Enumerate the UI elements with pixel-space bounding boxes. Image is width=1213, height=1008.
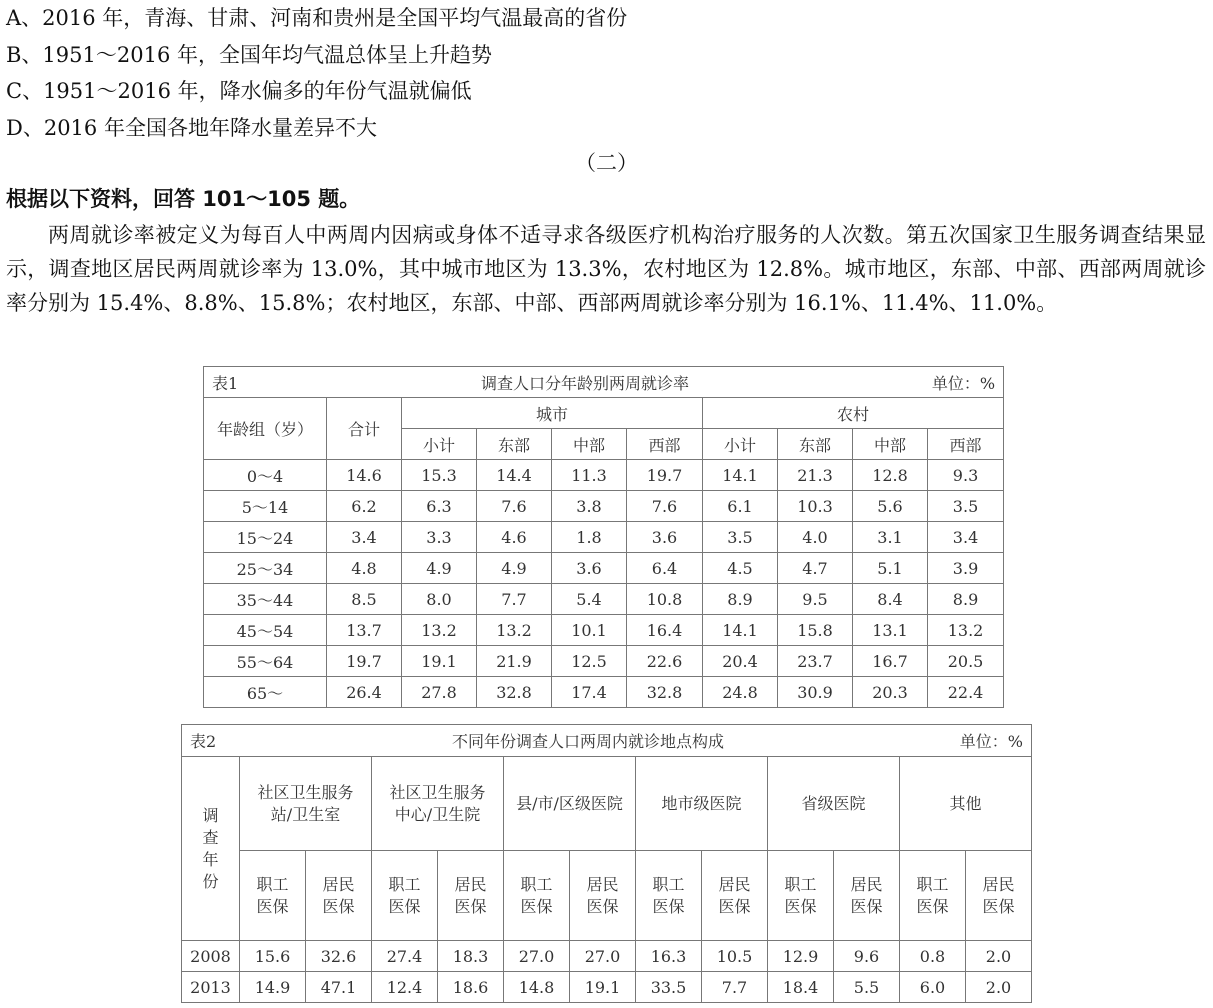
rate-cell: 13.2: [402, 615, 477, 646]
share-cell: 5.5: [834, 972, 900, 1003]
rate-cell: 9.3: [928, 460, 1004, 491]
share-cell: 2.0: [966, 941, 1032, 972]
share-cell: 19.1: [570, 972, 636, 1003]
rate-cell: 9.5: [778, 584, 853, 615]
rate-cell: 32.8: [627, 677, 703, 708]
share-cell: 2.0: [966, 972, 1032, 1003]
header-sub: 中部: [552, 429, 627, 460]
rate-cell: 3.5: [703, 522, 778, 553]
table-row: [204, 584, 1004, 615]
share-cell: 27.4: [372, 941, 438, 972]
rate-cell: 4.7: [778, 553, 853, 584]
rate-cell: 5.1: [853, 553, 928, 584]
header-insurance-type: 职工医保: [372, 851, 438, 941]
rate-cell: 22.4: [928, 677, 1004, 708]
share-cell: 12.4: [372, 972, 438, 1003]
rate-cell: 19.7: [627, 460, 703, 491]
rate-cell: 8.9: [928, 584, 1004, 615]
rate-cell: 6.4: [627, 553, 703, 584]
share-cell: 0.8: [900, 941, 966, 972]
passage-paragraph: 两周就诊率被定义为每百人中两周内因病或身体不适寻求各级医疗机构治疗服务的人次数。第五次国家卫生服务调查结果显示，调查地区居民两周就诊率为 13.0%，其中城市地区为 13.3%，农村地区为 12.8%。城市地区，东部、中部、西部两周就诊率分别为 15.4%、8.8%、15.8%；农村地区，东部、中部、西部两周就诊率分别为 16.1%、11.4%、11.0%。: [6, 223, 1206, 315]
rate-cell: 13.1: [853, 615, 928, 646]
rate-cell: 15.3: [402, 460, 477, 491]
header-total: 合计: [327, 398, 402, 460]
header-location-group: 地市级医院: [636, 757, 768, 851]
rate-cell: 5.6: [853, 491, 928, 522]
rate-cell: 4.8: [327, 553, 402, 584]
rate-cell: 7.6: [477, 491, 552, 522]
table-row: [182, 972, 1032, 1003]
rate-cell: 8.9: [703, 584, 778, 615]
header-sub: 东部: [778, 429, 853, 460]
age-group-cell: 25～34: [204, 553, 327, 584]
share-cell: 14.8: [504, 972, 570, 1003]
header-location-group: 社区卫生服务中心/卫生院: [372, 757, 504, 851]
table2-title: 不同年份调查人口两周内就诊地点构成: [451, 732, 724, 751]
year-cell: 2008: [182, 941, 240, 972]
rate-cell: 20.4: [703, 646, 778, 677]
rate-cell: 4.0: [778, 522, 853, 553]
header-location-group: 社区卫生服务站/卫生室: [240, 757, 372, 851]
rate-cell: 4.9: [477, 553, 552, 584]
table-row: [204, 522, 1004, 553]
rate-cell: 17.4: [552, 677, 627, 708]
header-location-group: 省级医院: [768, 757, 900, 851]
age-group-cell: 15～24: [204, 522, 327, 553]
table-row: [204, 460, 1004, 491]
rate-cell: 3.1: [853, 522, 928, 553]
table-row: [182, 941, 1032, 972]
rate-cell: 19.1: [402, 646, 477, 677]
share-cell: 47.1: [306, 972, 372, 1003]
rate-cell: 13.2: [928, 615, 1004, 646]
rate-cell: 13.2: [477, 615, 552, 646]
share-cell: 6.0: [900, 972, 966, 1003]
age-group-cell: 55～64: [204, 646, 327, 677]
share-cell: 15.6: [240, 941, 306, 972]
header-insurance-type: 职工医保: [240, 851, 306, 941]
share-cell: 7.7: [702, 972, 768, 1003]
age-group-cell: 0～4: [204, 460, 327, 491]
rate-cell: 15.8: [778, 615, 853, 646]
rate-cell: 7.6: [627, 491, 703, 522]
rate-cell: 11.3: [552, 460, 627, 491]
share-cell: 32.6: [306, 941, 372, 972]
table-row: [204, 553, 1004, 584]
header-insurance-type: 职工医保: [900, 851, 966, 941]
rate-cell: 7.7: [477, 584, 552, 615]
table1-caption-cell: [204, 367, 1004, 398]
header-sub: 东部: [477, 429, 552, 460]
header-insurance-type: 居民医保: [834, 851, 900, 941]
share-cell: 18.6: [438, 972, 504, 1003]
header-age-group: 年龄组（岁）: [204, 398, 327, 460]
question-heading: 根据以下资料，回答 101～105 题。: [6, 187, 361, 211]
share-cell: 12.9: [768, 941, 834, 972]
table1-title: 调查人口分年龄别两周就诊率: [481, 373, 690, 393]
rate-cell: 27.8: [402, 677, 477, 708]
header-sub: 小计: [402, 429, 477, 460]
rate-cell: 6.2: [327, 491, 402, 522]
table1-unit: 单位：%: [931, 373, 996, 393]
header-survey-year: 调查年份: [182, 757, 240, 941]
rate-cell: 14.6: [327, 460, 402, 491]
option-a: A、2016 年，青海、甘肃、河南和贵州是全国平均气温最高的省份: [6, 6, 628, 30]
rate-cell: 4.9: [402, 553, 477, 584]
table-row: [204, 615, 1004, 646]
rate-cell: 21.3: [778, 460, 853, 491]
rate-cell: 30.9: [778, 677, 853, 708]
option-b: B、1951～2016 年，全国年均气温总体呈上升趋势: [6, 43, 492, 67]
rate-cell: 6.3: [402, 491, 477, 522]
rate-cell: 3.8: [552, 491, 627, 522]
option-d: D、2016 年全国各地年降水量差异不大: [6, 116, 377, 140]
rate-cell: 3.4: [928, 522, 1004, 553]
share-cell: 14.9: [240, 972, 306, 1003]
table-row: [204, 646, 1004, 677]
rate-cell: 23.7: [778, 646, 853, 677]
rate-cell: 3.9: [928, 553, 1004, 584]
table-row: [204, 491, 1004, 522]
header-urban: 城市: [402, 398, 703, 429]
rate-cell: 5.4: [552, 584, 627, 615]
rate-cell: 4.5: [703, 553, 778, 584]
share-cell: 16.3: [636, 941, 702, 972]
header-insurance-type: 居民医保: [966, 851, 1032, 941]
rate-cell: 13.7: [327, 615, 402, 646]
rate-cell: 20.5: [928, 646, 1004, 677]
rate-cell: 8.4: [853, 584, 928, 615]
header-location-group: 其他: [900, 757, 1032, 851]
age-group-cell: 35～44: [204, 584, 327, 615]
age-group-cell: 5～14: [204, 491, 327, 522]
table-visit-location: [181, 724, 1032, 1003]
table2-unit: 单位：%: [959, 732, 1023, 751]
table2-caption-cell: [182, 725, 1032, 757]
rate-cell: 24.8: [703, 677, 778, 708]
header-insurance-type: 居民医保: [702, 851, 768, 941]
table-row: [204, 677, 1004, 708]
age-group-cell: 45～54: [204, 615, 327, 646]
table2-label: 表2: [190, 732, 217, 751]
option-c: C、1951～2016 年，降水偏多的年份气温就偏低: [6, 79, 472, 103]
share-cell: 18.3: [438, 941, 504, 972]
header-insurance-type: 居民医保: [438, 851, 504, 941]
rate-cell: 3.3: [402, 522, 477, 553]
rate-cell: 4.6: [477, 522, 552, 553]
header-sub: 西部: [928, 429, 1004, 460]
share-cell: 9.6: [834, 941, 900, 972]
rate-cell: 8.5: [327, 584, 402, 615]
rate-cell: 6.1: [703, 491, 778, 522]
header-insurance-type: 职工医保: [504, 851, 570, 941]
header-insurance-type: 居民医保: [306, 851, 372, 941]
rate-cell: 26.4: [327, 677, 402, 708]
share-cell: 33.5: [636, 972, 702, 1003]
header-location-group: 县/市/区级医院: [504, 757, 636, 851]
rate-cell: 14.1: [703, 460, 778, 491]
rate-cell: 16.7: [853, 646, 928, 677]
rate-cell: 10.3: [778, 491, 853, 522]
header-sub: 小计: [703, 429, 778, 460]
passage: [6, 218, 1206, 320]
table1-label: 表1: [212, 373, 239, 393]
header-insurance-type: 职工医保: [768, 851, 834, 941]
rate-cell: 10.8: [627, 584, 703, 615]
header-sub: 中部: [853, 429, 928, 460]
rate-cell: 10.1: [552, 615, 627, 646]
header-insurance-type: 居民医保: [570, 851, 636, 941]
age-group-cell: 65～: [204, 677, 327, 708]
rate-cell: 3.6: [627, 522, 703, 553]
header-insurance-type: 职工医保: [636, 851, 702, 941]
table-age-visit-rate: [203, 366, 1004, 708]
rate-cell: 3.4: [327, 522, 402, 553]
rate-cell: 1.8: [552, 522, 627, 553]
rate-cell: 32.8: [477, 677, 552, 708]
section-marker: （二）: [575, 151, 638, 175]
rate-cell: 8.0: [402, 584, 477, 615]
share-cell: 18.4: [768, 972, 834, 1003]
rate-cell: 14.4: [477, 460, 552, 491]
rate-cell: 12.5: [552, 646, 627, 677]
rate-cell: 20.3: [853, 677, 928, 708]
rate-cell: 21.9: [477, 646, 552, 677]
rate-cell: 22.6: [627, 646, 703, 677]
share-cell: 10.5: [702, 941, 768, 972]
header-sub: 西部: [627, 429, 703, 460]
share-cell: 27.0: [504, 941, 570, 972]
year-cell: 2013: [182, 972, 240, 1003]
rate-cell: 3.6: [552, 553, 627, 584]
rate-cell: 14.1: [703, 615, 778, 646]
rate-cell: 16.4: [627, 615, 703, 646]
rate-cell: 19.7: [327, 646, 402, 677]
share-cell: 27.0: [570, 941, 636, 972]
header-rural: 农村: [703, 398, 1004, 429]
rate-cell: 12.8: [853, 460, 928, 491]
rate-cell: 3.5: [928, 491, 1004, 522]
